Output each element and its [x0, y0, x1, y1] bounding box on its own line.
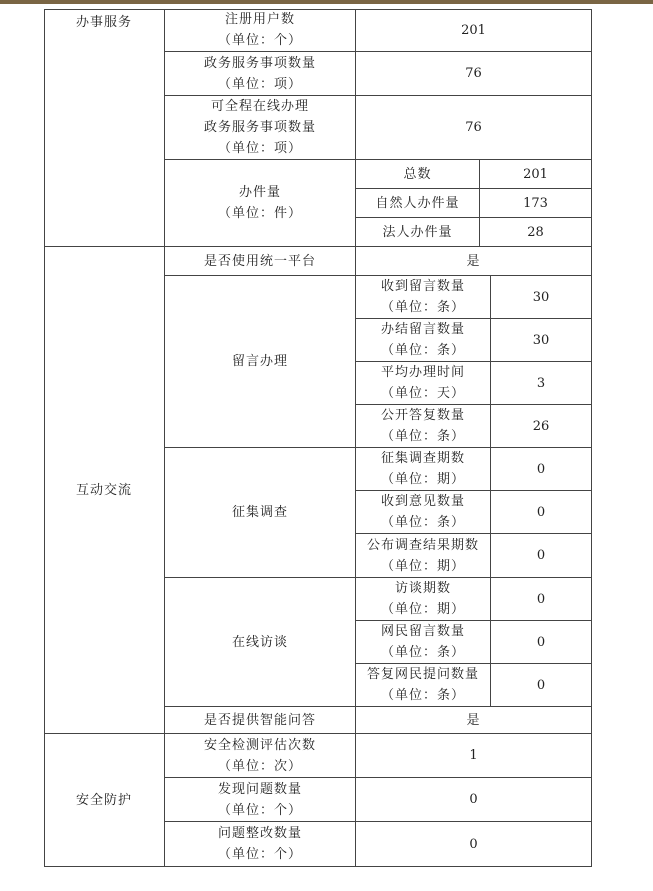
- messages-closed-value: 30: [491, 319, 592, 362]
- interview-label: 在线访谈: [165, 578, 356, 707]
- messages-public-reply-label: 公开答复数量 （单位：条）: [356, 405, 491, 448]
- interview-periods-label: 访谈期数 （单位：期）: [356, 578, 491, 621]
- interview-replies-label: 答复网民提问数量 （单位：条）: [356, 664, 491, 707]
- registered-users-value: 201: [356, 9, 592, 52]
- messages-received-label: 收到留言数量 （单位：条）: [356, 276, 491, 319]
- issues-found-value: 0: [356, 778, 592, 822]
- messages-closed-label: 办结留言数量 （单位：条）: [356, 319, 491, 362]
- survey-periods-value: 0: [491, 448, 592, 491]
- section-label-service: 办事服务: [44, 9, 165, 247]
- issues-fixed-value: 0: [356, 822, 592, 867]
- survey-label: 征集调查: [165, 448, 356, 578]
- cases-total-label: 总数: [356, 160, 480, 189]
- online-items-label: 可全程在线办理 政务服务事项数量 （单位：项）: [165, 96, 356, 160]
- online-items-value: 76: [356, 96, 592, 160]
- interview-messages-value: 0: [491, 621, 592, 664]
- messages-public-reply-value: 26: [491, 405, 592, 448]
- survey-opinions-label: 收到意见数量 （单位：条）: [356, 491, 491, 534]
- smart-qa-label: 是否提供智能问答: [165, 707, 356, 734]
- issues-fixed-label: 问题整改数量 （单位：个）: [165, 822, 356, 867]
- cases-natural-label: 自然人办件量: [356, 189, 480, 218]
- security-checks-value: 1: [356, 734, 592, 778]
- cases-legal-value: 28: [480, 218, 592, 247]
- interview-replies-value: 0: [491, 664, 592, 707]
- security-checks-label: 安全检测评估次数 （单位：次）: [165, 734, 356, 778]
- messages-avg-time-label: 平均办理时间 （单位：天）: [356, 362, 491, 405]
- interview-messages-label: 网民留言数量 （单位：条）: [356, 621, 491, 664]
- gov-items-label: 政务服务事项数量 （单位：项）: [165, 52, 356, 96]
- unified-platform-value: 是: [356, 247, 592, 276]
- survey-opinions-value: 0: [491, 491, 592, 534]
- smart-qa-value: 是: [356, 707, 592, 734]
- cases-label: 办件量 （单位：件）: [165, 160, 356, 247]
- section-label-security: 安全防护: [44, 734, 165, 867]
- survey-results-label: 公布调查结果期数 （单位：期）: [356, 534, 491, 578]
- unified-platform-label: 是否使用统一平台: [165, 247, 356, 276]
- messages-received-value: 30: [491, 276, 592, 319]
- survey-results-value: 0: [491, 534, 592, 578]
- gov-items-value: 76: [356, 52, 592, 96]
- interview-periods-value: 0: [491, 578, 592, 621]
- issues-found-label: 发现问题数量 （单位：个）: [165, 778, 356, 822]
- messages-avg-time-value: 3: [491, 362, 592, 405]
- registered-users-label: 注册用户数 （单位：个）: [165, 9, 356, 52]
- cases-legal-label: 法人办件量: [356, 218, 480, 247]
- survey-periods-label: 征集调查期数 （单位：期）: [356, 448, 491, 491]
- section-label-interaction: 互动交流: [44, 247, 165, 734]
- cases-natural-value: 173: [480, 189, 592, 218]
- cases-total-value: 201: [480, 160, 592, 189]
- messages-label: 留言办理: [165, 276, 356, 448]
